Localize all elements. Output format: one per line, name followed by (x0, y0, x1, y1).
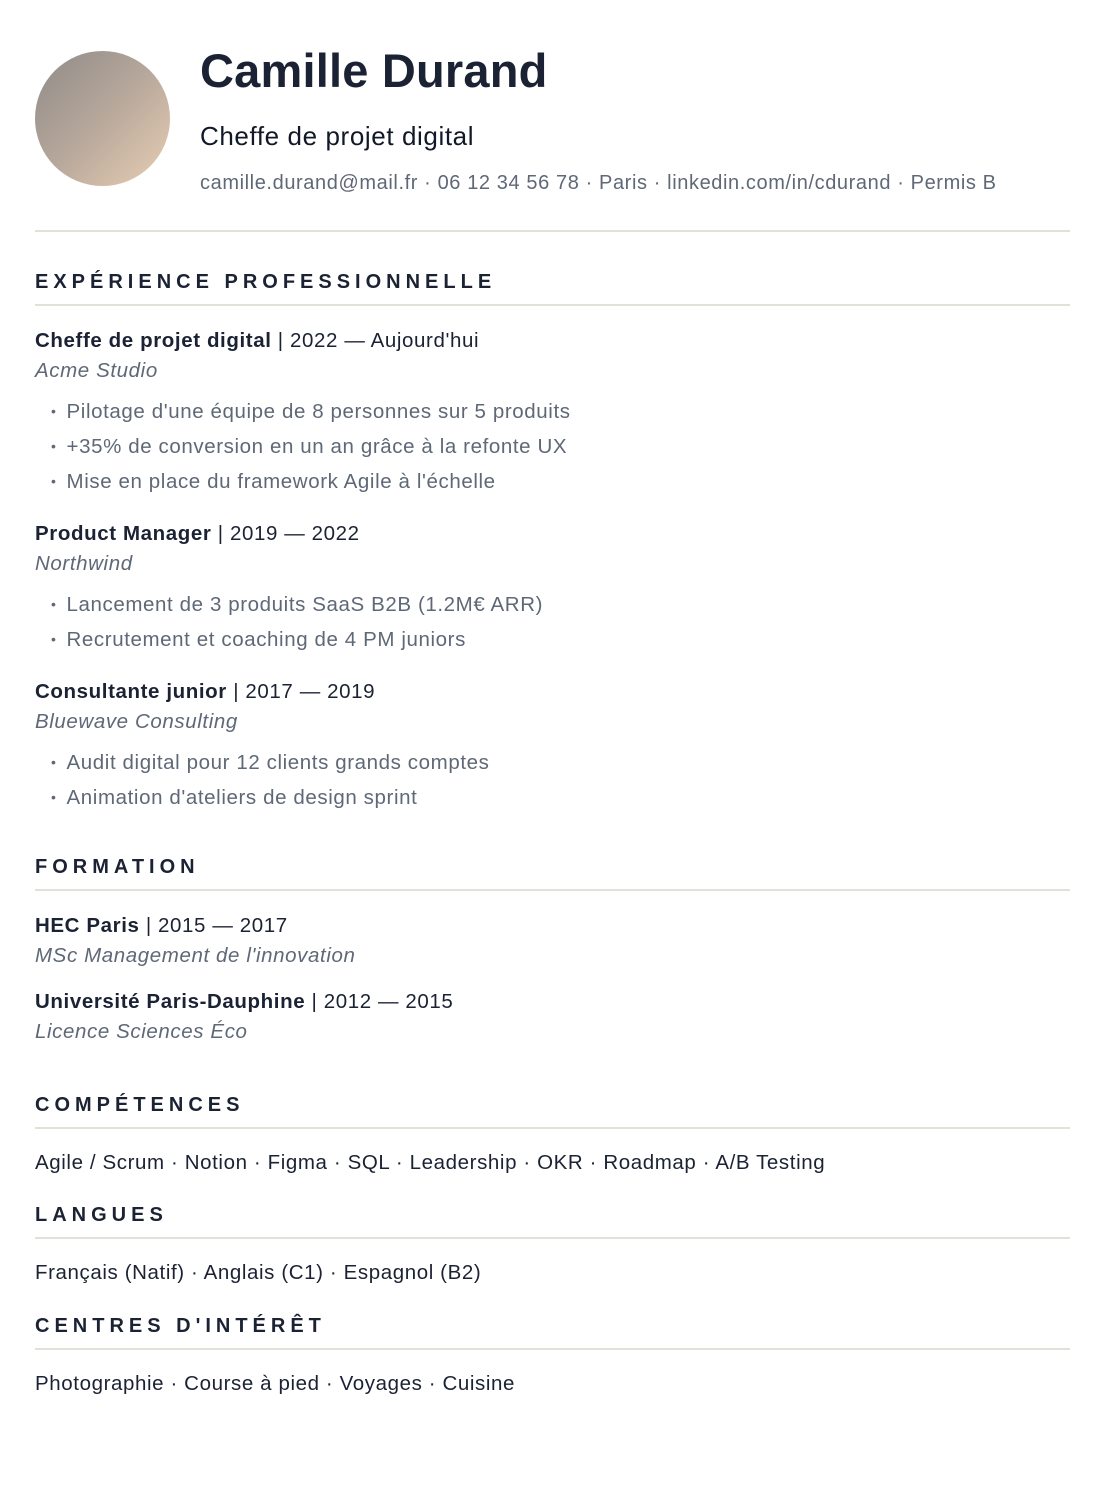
achievement-item: • Recrutement et coaching de 4 PM juniors (51, 623, 1070, 658)
section-title-languages: LANGUES (35, 1204, 1070, 1239)
candidate-name: Camille Durand (200, 44, 548, 97)
achievements-list (35, 746, 1070, 816)
education-entry (35, 914, 1070, 968)
achievement-item: • Lancement de 3 produits SaaS B2B (1.2M€ ARR) (51, 588, 1070, 623)
achievement-item: • +35% de conversion en un an grâce à la refonte UX (51, 430, 1070, 465)
achievement-item: • Mise en place du framework Agile à l'échelle (51, 465, 1070, 500)
experience-section (35, 271, 1070, 816)
job-title: Consultante junior (35, 680, 227, 703)
resume-page (35, 0, 1070, 1395)
interests-list: Photographie · Course à pied · Voyages · Cuisine (35, 1372, 516, 1395)
school-dates: | 2015 — 2017 (145, 914, 288, 937)
achievements-list (35, 395, 1070, 500)
section-title-education: FORMATION (35, 856, 1070, 891)
section-title-skills: COMPÉTENCES (35, 1094, 1070, 1129)
achievement-item: • Animation d'ateliers de design sprint (51, 781, 1070, 816)
company-name: Acme Studio (35, 359, 158, 382)
degree-name: Licence Sciences Éco (35, 1020, 248, 1043)
avatar (35, 51, 170, 186)
experience-entry (35, 329, 1070, 500)
degree-name: MSc Management de l'innovation (35, 944, 356, 967)
section-title-interests: CENTRES D'INTÉRÊT (35, 1315, 1070, 1350)
company-name: Northwind (35, 552, 133, 575)
entry-heading (35, 329, 1070, 353)
languages-list: Français (Natif) · Anglais (C1) · Espagnol (B2) (35, 1261, 482, 1284)
achievement-item: • Audit digital pour 12 clients grands comptes (51, 746, 1070, 781)
entry-heading (35, 990, 1070, 1014)
languages-section (35, 1204, 1070, 1285)
job-title: Cheffe de projet digital (35, 329, 272, 352)
education-entry (35, 990, 1070, 1044)
entry-heading (35, 680, 1070, 704)
section-title-experience: EXPÉRIENCE PROFESSIONNELLE (35, 271, 1070, 306)
experience-entry (35, 680, 1070, 816)
achievement-item: • Pilotage d'une équipe de 8 personnes sur 5 produits (51, 395, 1070, 430)
contact-line: camille.durand@mail.fr · 06 12 34 56 78 · Paris · linkedin.com/in/cdurand · Permis B (200, 172, 997, 194)
school-name: Université Paris-Dauphine (35, 990, 306, 1013)
job-dates: | 2019 — 2022 (217, 522, 360, 545)
education-section (35, 856, 1070, 1044)
experience-entry (35, 522, 1070, 658)
job-title: Product Manager (35, 522, 212, 545)
school-name: HEC Paris (35, 914, 140, 937)
entry-heading (35, 522, 1070, 546)
skills-section (35, 1094, 1070, 1175)
job-dates: | 2022 — Aujourd'hui (277, 329, 480, 352)
skills-list: Agile / Scrum · Notion · Figma · SQL · Leadership · OKR · Roadmap · A/B Testing (35, 1151, 826, 1174)
company-name: Bluewave Consulting (35, 710, 238, 733)
candidate-role: Cheffe de projet digital (200, 121, 475, 151)
interests-section (35, 1315, 1070, 1396)
achievements-list (35, 588, 1070, 658)
resume-header (35, 0, 1070, 232)
school-dates: | 2012 — 2015 (311, 990, 454, 1013)
entry-heading (35, 914, 1070, 938)
job-dates: | 2017 — 2019 (233, 680, 376, 703)
